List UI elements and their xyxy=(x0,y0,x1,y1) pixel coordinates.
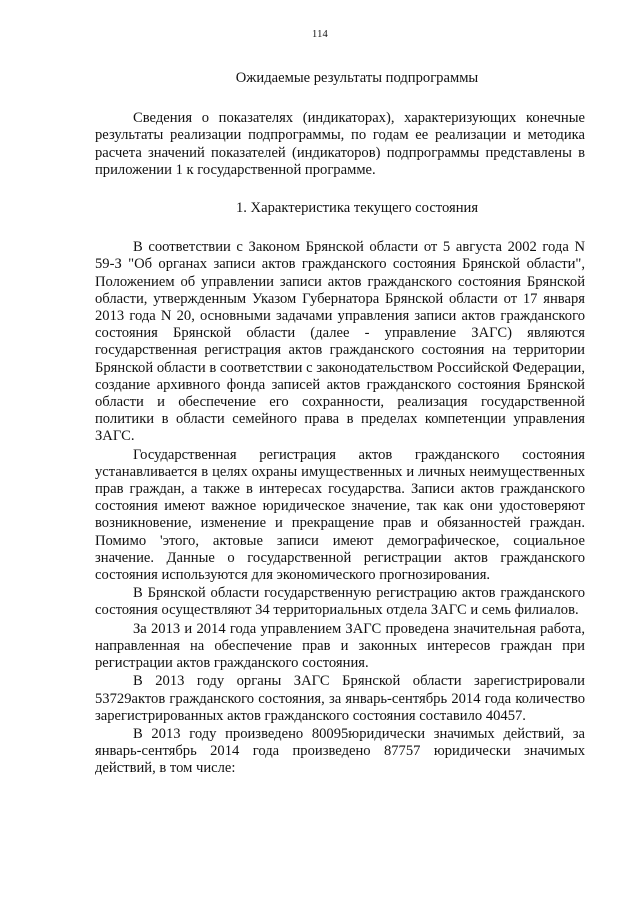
paragraph-registrations-count: В 2013 году органы ЗАГС Брянской области зарегистрировали 53729актов гражданского состояния, за январь-сентябрь 2014 года количество зарегистрированных актов гражданского состояния составило 40457. xyxy=(95,673,585,724)
paragraph-registration-purpose: Государственная регистрация актов гражданского состояния устанавливается в целях охраны имущественных и личных неимущественных прав граждан, а также в интересах государства. Записи актов гражданского состояния имеют важное юридическое значение, так как они удостоверяют возникновение, изменение и прекращение прав и обязанностей граждан. Помимо 'этого, актовые записи имеют демографическое, социальное значение. Данные о государственной регистрации актов гражданского состояния используются для экономического прогнозирования. xyxy=(95,446,585,584)
document-body xyxy=(95,70,585,778)
page-number: 114 xyxy=(312,29,328,40)
paragraph-legal-basis: В соответствии с Законом Брянской области от 5 августа 2002 года N 59-З "Об органах записи актов гражданского состояния Брянской области", Положением об управлении записи актов гражданского состояния Брянской области, утвержденным Указом Губернатора Брянской области от 17 января 2013 года N 20, основными задачами управления записи актов гражданского состояния Брянской области (далее - управление ЗАГС) являются государственная регистрация актов гражданского состояния на территории Брянской области в соответствии с законодательством Российской Федерации, создание архивного фонда записей актов гражданского состояния Брянской области и обеспечение его сохранности, реализация государственной политики в области семейного права в пределах компетенции управления ЗАГС. xyxy=(95,239,585,445)
subprogram-results-heading: Ожидаемые результаты подпрограммы xyxy=(235,70,479,86)
paragraph-departments: В Брянской области государственную регистрацию актов гражданского состояния осуществляют 34 территориальных отдела ЗАГС и семь филиалов. xyxy=(95,585,585,619)
paragraph-legal-actions: В 2013 году произведено 80095юридически значимых действий, за январь-сентябрь 2014 года произведено 87757 юридически значимых действий, в том числе: xyxy=(95,725,585,777)
paragraph-work-done: За 2013 и 2014 года управлением ЗАГС проведена значительная работа, направленная на обеспечение прав и законных интересов граждан при регистрации актов гражданского состояния. xyxy=(95,620,585,672)
section-heading: 1. Характеристика текущего состояния xyxy=(235,200,479,217)
intro-paragraph: Сведения о показателях (индикаторах), характеризующих конечные результаты реализации подпрограммы, по годам ее реализации и методика расчета значений показателей (индикаторов) подпрограммы представлены в приложении 1 к государственной программе. xyxy=(95,110,585,178)
